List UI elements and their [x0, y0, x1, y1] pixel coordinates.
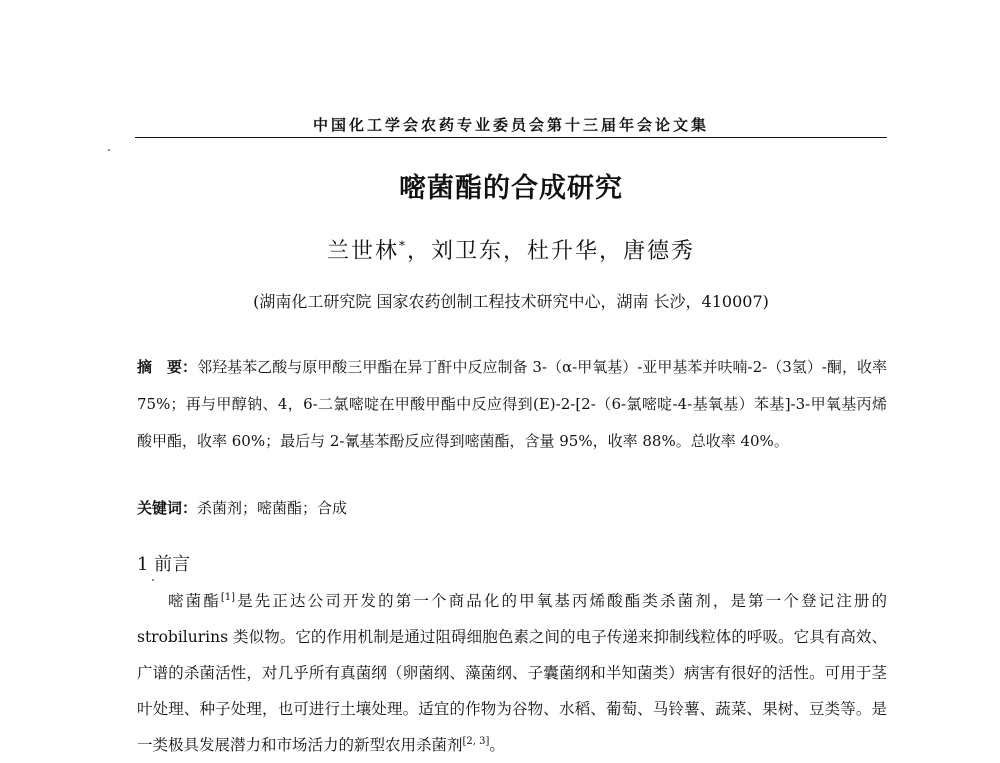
corresponding-author-mark: * — [399, 238, 407, 253]
paragraph-end: 。 — [489, 736, 505, 754]
author-list — [135, 234, 887, 265]
abstract — [137, 349, 887, 460]
keywords — [137, 495, 887, 521]
abstract-text: 邻羟基苯乙酸与原甲酸三甲酯在异丁酐中反应制备 3-（α-甲氧基）-亚甲基苯并呋喃-2-（3氢）-酮，收率 75%；再与甲醇钠、4，6-二氯嘧啶在甲酸甲酯中反应得到(E)-2-[2-（6-氯嘧啶-4-基氧基）苯基]-3-甲氧基丙烯酸甲酯，收率 60%；最后与 2-氰基苯酚反应得到嘧菌酯，含量 95%，收率 88%。总收率 40%。 — [137, 358, 887, 450]
paper-title: 嘧菌酯的合成研究 — [399, 173, 623, 204]
section-heading: 1 前言 — [137, 554, 191, 575]
running-head: 中国化工学会农药专业委员会第十三届年会论文集 — [312, 116, 709, 134]
scan-speck — [152, 579, 154, 581]
citation-ref-2-3: [2, 3] — [462, 735, 490, 747]
paragraph-start: 嘧菌酯 — [168, 592, 221, 610]
abstract-label: 摘 要： — [137, 358, 198, 376]
first-author: 兰世林 — [326, 239, 399, 264]
other-authors: ，刘卫东，杜升华，唐德秀 — [407, 239, 696, 264]
affiliation: (湖南化工研究院 国家农药创制工程技术研究中心，湖南 长沙，410007) — [253, 292, 769, 311]
paragraph-body: 是先正达公司开发的第一个商品化的甲氧基丙烯酸酯类杀菌剂，是第一个登记注册的 strobilurins 类似物。它的作用机制是通过阻碍细胞色素之间的电子传递来抑制线粒体的呼吸。它具有高效、广谱的杀菌活性，对几乎所有真菌纲（卵菌纲、藻菌纲、子囊菌纲和半知菌类）病害有很好的活性。可用于茎叶处理、种子处理，也可进行土壤处理。适宜的作物为谷物、水稻、葡萄、马铃薯、蔬菜、果树、豆类等。是一类极具发展潜力和市场活力的新型农用杀菌剂 — [137, 592, 887, 754]
scan-speck — [108, 149, 110, 151]
citation-ref-1: [1] — [220, 591, 236, 603]
header-rule — [135, 137, 887, 138]
intro-paragraph — [137, 583, 887, 763]
keywords-text: 杀菌剂；嘧菌酯；合成 — [197, 499, 348, 517]
keywords-label: 关键词： — [137, 499, 198, 517]
